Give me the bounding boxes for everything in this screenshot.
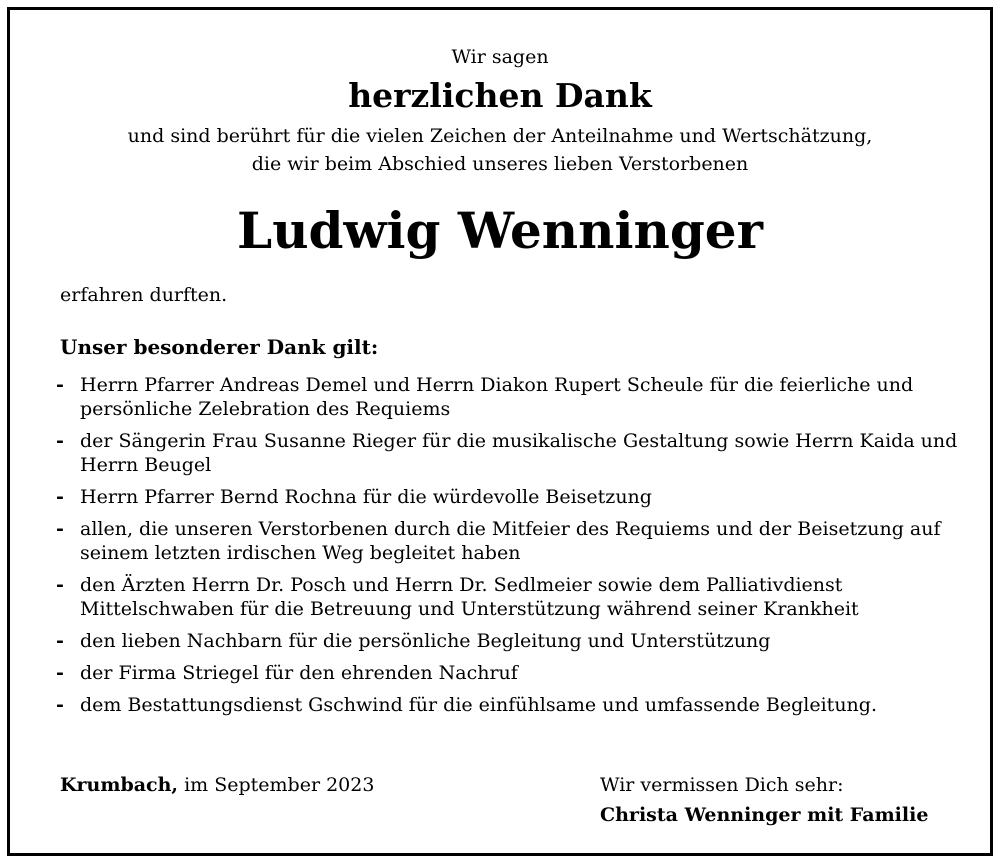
special-thanks-heading: Unser besonderer Dank gilt:: [60, 335, 379, 359]
thanks-heading: herzlichen Dank: [348, 76, 652, 115]
farewell-line: die wir beim Abschied unseres lieben Verstorbenen: [251, 153, 749, 175]
obituary-notice: [7, 7, 993, 856]
list-item: [56, 429, 986, 477]
list-item: [56, 517, 986, 565]
list-item: [56, 573, 986, 621]
list-item-text: Herrn Pfarrer Bernd Rochna für die würdevolle Beisetzung: [80, 486, 652, 508]
place-date-line: [60, 772, 374, 798]
bullet-dash: -: [56, 374, 64, 396]
list-item: [56, 693, 986, 717]
date-text: im September 2023: [178, 774, 375, 796]
list-item: [56, 661, 986, 685]
intro-text: Wir sagen: [451, 46, 549, 68]
list-item-text: dem Bestattungsdienst Gschwind für die einfühlsame und umfassende Begleitung.: [80, 694, 877, 716]
bullet-dash: -: [56, 574, 64, 596]
thanks-list: [56, 373, 986, 725]
list-item: [56, 373, 986, 421]
bullet-dash: -: [56, 694, 64, 716]
list-item-text: den Ärzten Herrn Dr. Posch und Herrn Dr. Sedlmeier sowie dem Palliativdienst Mittelschwaben für die Betreuung und Unterstützung während seiner Krankheit: [80, 574, 859, 620]
list-item-text: allen, die unseren Verstorbenen durch die Mitfeier des Requiems und der Beisetzung auf seinem letzten irdischen Weg begleitet haben: [80, 518, 941, 564]
list-item-text: der Sängerin Frau Susanne Rieger für die musikalische Gestaltung sowie Herrn Kaida und Herrn Beugel: [80, 430, 958, 476]
deceased-name: Ludwig Wenninger: [237, 201, 763, 260]
list-item: [56, 629, 986, 653]
bullet-dash: -: [56, 430, 64, 452]
list-item-text: der Firma Striegel für den ehrenden Nachruf: [80, 662, 518, 684]
list-item-text: den lieben Nachbarn für die persönliche Begleitung und Unterstützung: [80, 630, 771, 652]
bullet-dash: -: [56, 486, 64, 508]
list-item-text: Herrn Pfarrer Andreas Demel und Herrn Diakon Rupert Scheule für die feierliche und persönliche Zelebration des Requiems: [80, 374, 914, 420]
family-signature: Christa Wenninger mit Familie: [600, 804, 929, 826]
bullet-dash: -: [56, 518, 64, 540]
place-name: Krumbach,: [60, 774, 179, 796]
list-item: [56, 485, 986, 509]
bullet-dash: -: [56, 630, 64, 652]
sympathy-line: und sind berührt für die vielen Zeichen der Anteilnahme und Wertschätzung,: [127, 125, 873, 147]
bullet-dash: -: [56, 662, 64, 684]
closing-line: erfahren durften.: [60, 284, 228, 306]
miss-line: Wir vermissen Dich sehr:: [600, 774, 844, 796]
